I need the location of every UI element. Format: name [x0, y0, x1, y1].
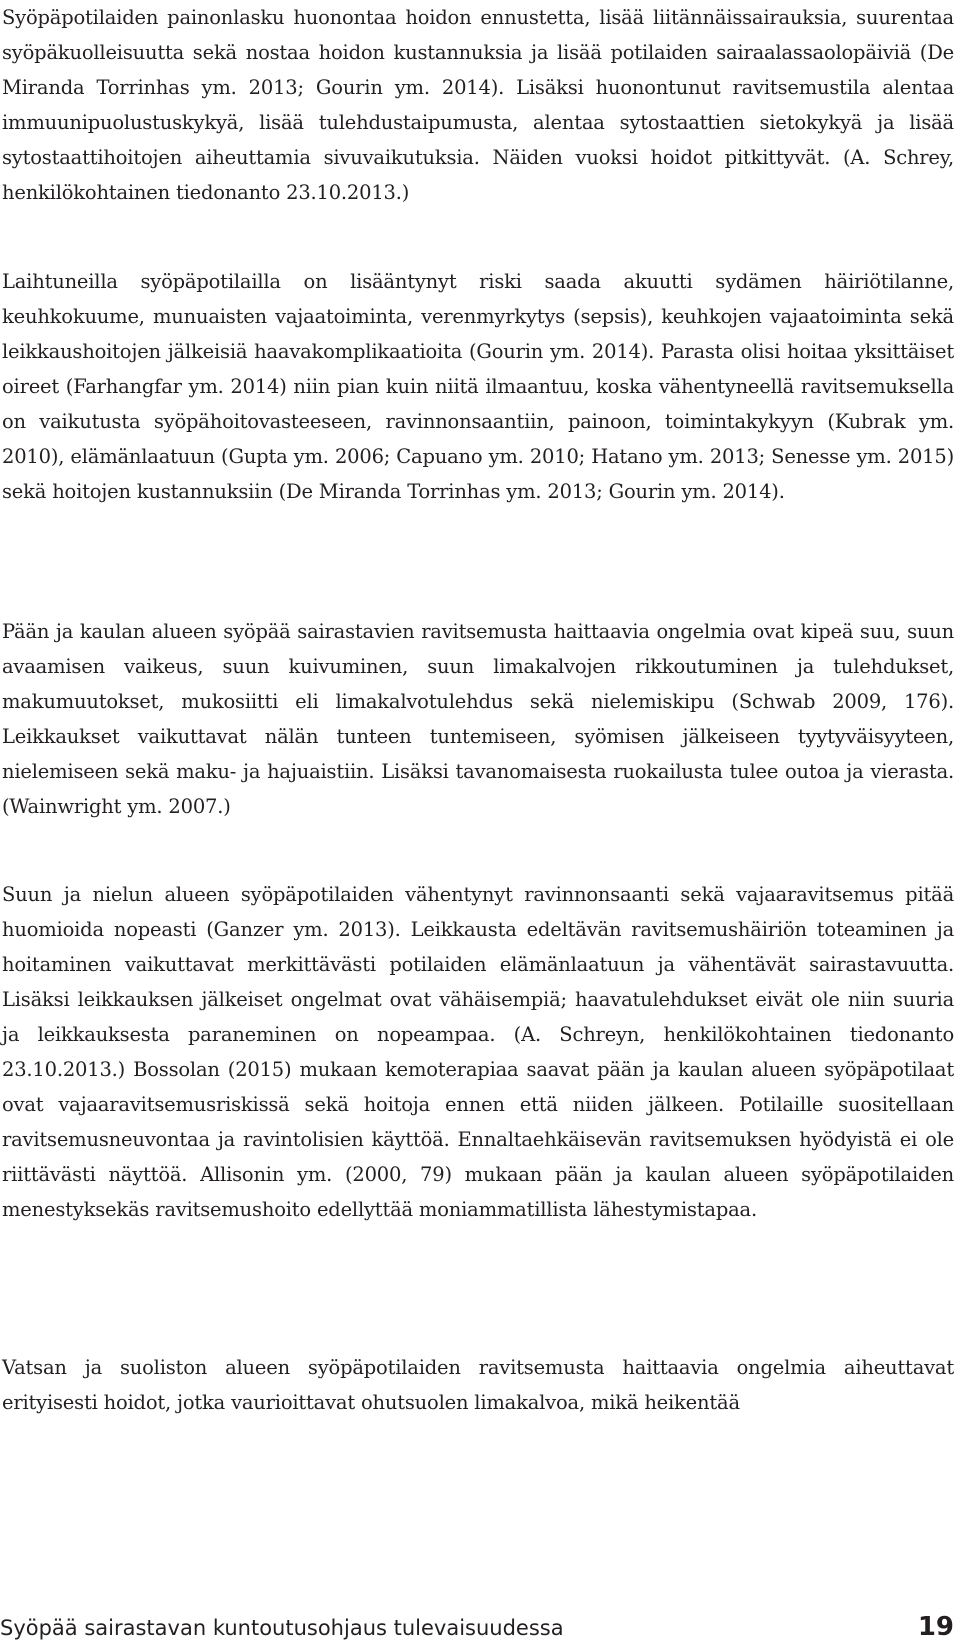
paragraph-1: Syöpäpotilaiden painonlasku huonontaa hoidon ennustetta, lisää liitännäissairauksia, suurentaa syöpäkuolleisuutta sekä nostaa hoidon kustannuksia ja lisää potilaiden sairaalassaolopäiviä (De Miranda Torrinhas ym. 2013; Gourin ym. 2014). Lisäksi huonontunut ravitsemustila alentaa immuunipuolustuskykyä, lisää tulehdustaipumusta, alentaa sytostaattien sietokykyä ja lisää sytostaattihoitojen aiheuttamia sivuvaikutuksia. Näiden vuoksi hoidot pitkittyvät. (A. Schrey, henkilökohtainen tiedonanto 23.10.2013.)	[2, 6, 954, 204]
paragraph-3: Pään ja kaulan alueen syöpää sairastavien ravitsemusta haittaavia ongelmia ovat kipeä suu, suun avaamisen vaikeus, suun kuivuminen, suun limakalvojen rikkoutuminen ja tulehdukset, makumuutokset, mukosiitti eli limakalvotulehdus sekä nielemiskipu (Schwab 2009, 176). Leikkaukset vaikuttavat nälän tunteen tuntemiseen, syömisen jälkeiseen tyytyväisyyteen, nielemiseen sekä maku- ja hajuaistiin. Lisäksi tavanomaisesta ruokailusta tulee outoa ja vierasta. (Wainwright ym. 2007.)	[2, 620, 954, 818]
paragraph-5: Vatsan ja suoliston alueen syöpäpotilaiden ravitsemusta haittaavia ongelmia aiheuttavat erityisesti hoidot, jotka vaurioittavat ohutsuolen limakalvoa, mikä heikentää	[2, 1356, 954, 1414]
paragraph-4: Suun ja nielun alueen syöpäpotilaiden vähentynyt ravinnonsaanti sekä vajaaravitsemus pitää huomioida nopeasti (Ganzer ym. 2013). Leikkausta edeltävän ravitsemushäiriön toteaminen ja hoitaminen vaikuttavat merkittävästi potilaiden elämänlaatuun ja vähentävät sairastavuutta. Lisäksi leikkauksen jälkeiset ongelmat ovat vähäisempiä; haavatulehdukset eivät ole niin suuria ja leikkauksesta paraneminen on nopeampaa. (A. Schreyn, henkilökohtainen tiedonanto 23.10.2013.) Bossolan (2015) mukaan kemoterapiaa saavat pään ja kaulan alueen syöpäpotilaat ovat vajaaravitsemusriskissä sekä hoitoja ennen että niiden jälkeen. Potilaille suositellaan ravitsemusneuvontaa ja ravintolisien käyttöä. Ennaltaehkäisevän ravitsemuksen hyödyistä ei ole riittävästi näyttöä. Allisonin ym. (2000, 79) mukaan pään ja kaulan alueen syöpäpotilaiden menestyksekäs ravitsemushoito edellyttää moniammatillista lähestymistapaa.	[2, 883, 954, 1221]
paragraph-2: Laihtuneilla syöpäpotilailla on lisääntynyt riski saada akuutti sydämen häiriötilanne, keuhkokuume, munuaisten vajaatoiminta, verenmyrkytys (sepsis), keuhkojen vajaatoiminta sekä leikkaushoitojen jälkeisiä haavakomplikaatioita (Gourin ym. 2014). Parasta olisi hoitaa yksittäiset oireet (Farhangfar ym. 2014) niin pian kuin niitä ilmaantuu, koska vähentyneellä ravitsemuksella on vaikutusta syöpähoitovasteeseen, ravinnonsaantiin, painoon, toimintakykyyn (Kubrak ym. 2010), elämänlaatuun (Gupta ym. 2006; Capuano ym. 2010; Hatano ym. 2013; Senesse ym. 2015) sekä hoitojen kustannuksiin (De Miranda Torrinhas ym. 2013; Gourin ym. 2014).	[2, 270, 954, 503]
page-number: 19	[917, 1612, 954, 1642]
footer-document-title: Syöpää sairastavan kuntoutusohjaus tulevaisuudessa	[0, 1616, 564, 1640]
